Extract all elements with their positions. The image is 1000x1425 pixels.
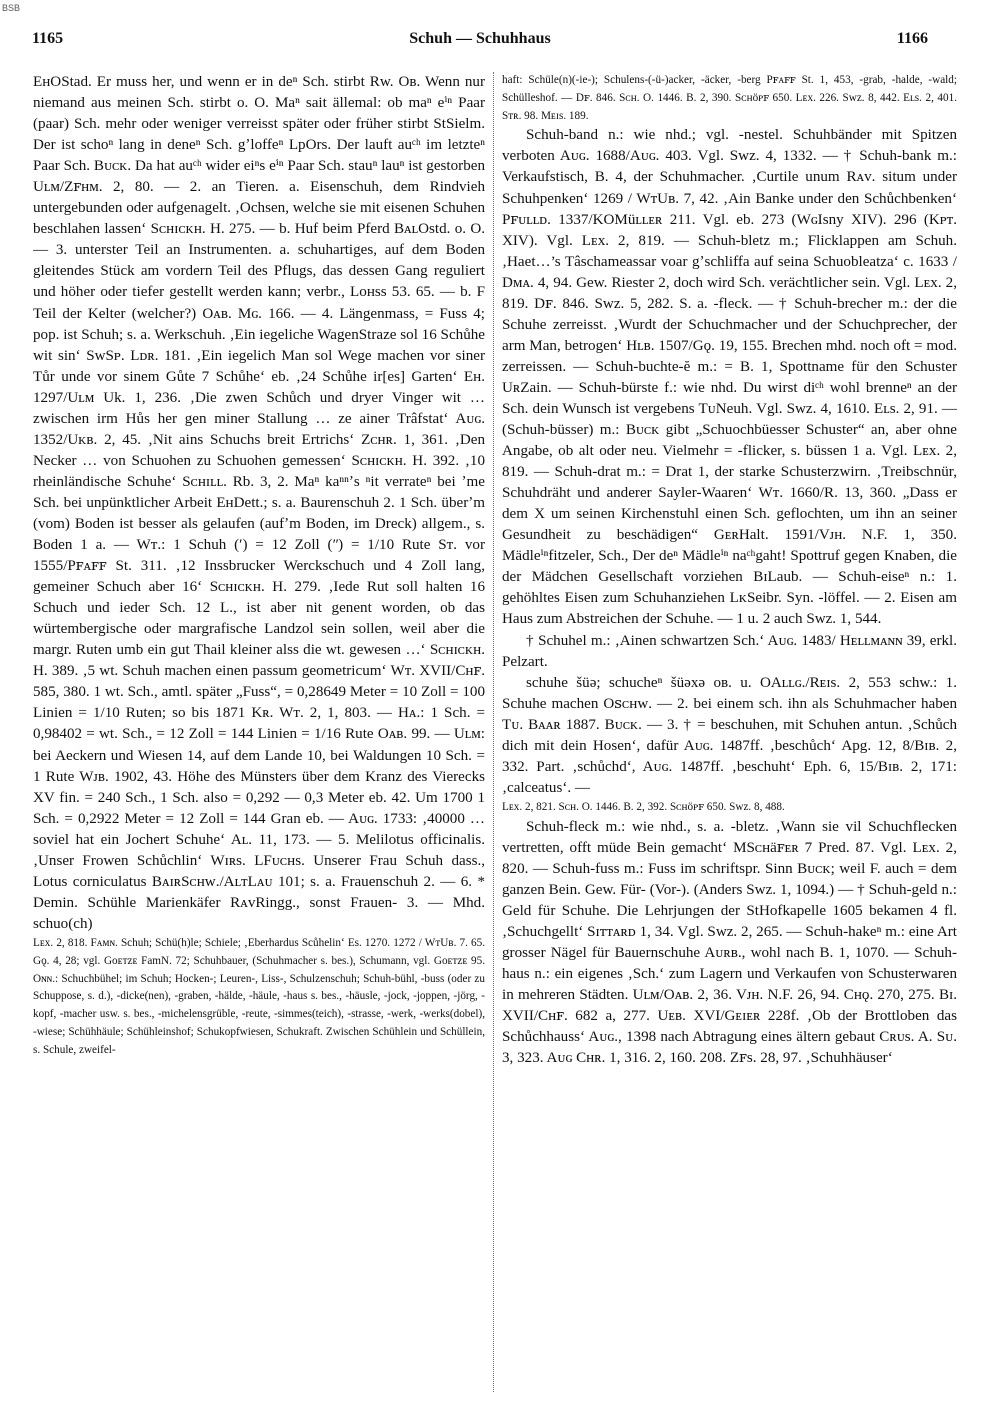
right-column-small-print: haft: Schüle(n)(-ie-); Schulens-(-ü-)acker, -äcker, -berg Pꜰᴀꜰꜰ St. 1, 453, -grab, -halde, -wald; Schülleshof. — Dꜰ. 846. Sᴄʜ. O. 1446. B. 2, 390. Sᴄʜöᴘꜰ 650. Lᴇx. 226. Sᴡᴢ. 8, 442. Eʟs. 2, 401. Sᴛʀ. 98. Mᴇɪs. 189. bbox=[502, 74, 957, 122]
dictionary-entry: schuhe šüə; schucheⁿ šüəxə ᴏʙ. u. OAʟʟɢ./Rᴇɪs. 2, 553 schw.: 1. Schuhe machen Oꜱᴄʜᴡ. — 2. bei einem sch. ihn als Schuhmacher haben Tᴜ. Bᴀᴀʀ 1887. Bᴜᴄᴋ. — 3. † = beschuhen, mit Schuhen antun. ‚Schůch dich mit dein Hosen‘, dafür Aᴜɢ. 1487ff. ‚beschůch‘ Apg. 12, 8/Bɪʙ. 2, 332. Part. ‚schůchd‘, Aᴜɢ. 1487ff. ‚beschuht‘ Eph. 6, 15/Bɪʙ. 2, 171: ‚calceatus‘. — bbox=[502, 674, 957, 796]
page-header bbox=[32, 30, 928, 56]
dictionary-entry: Schuh-band n.: wie nhd.; vgl. -nestel. Schuhbänder mit Spitzen verboten Aᴜɢ. 1688/Aᴜɢ. 403. Vgl. Swz. 4, 1332. — † Schuh-bank m.: Verkaufstisch, B. 4, der Schuhmacher. ‚Curtile unum Rᴀᴠ. situm under Schuhpenken‘ 1269 / WᴛUʙ. 7, 42. ‚Ain Banke under den Schůchbenken‘ Pꜰᴜʟʟᴅ. 1337/KOMüʟʟᴇʀ 211. Vgl. eb. 273 (WɢIsny XIV). 296 (Kᴘᴛ. XIV). Vgl. Lᴇx. 2, 819. — Schuh-bletz m.; Flicklappen am Schuh. ‚Haet…’s Tâschameassar voar gʼschliffa auf seina Schuobleatza‘ c. 1633 / Dᴍᴀ. 4, 94. Gew. Riester 2, doch wird Sch. verächtlicher sein. Vgl. Lᴇx. 2, 819. Dꜰ. 846. Swz. 5, 282. S. a. -fleck. — † Schuh-brecher m.: der die Schuhe zerreisst. ‚Wurdt der Schuchmacher und der Schuchprecher, der arm Man, betrogen‘ Hʟʙ. 1507/Gǫ. 19, 155. Brechen mhd. noch oft = mod. zerreissen. — Schuh-buchte-ĕ m.: = B. 1, Spottname für den Schuster UʀZain. — Schuh-bürste f.: wie nhd. Du wirst diᶜʰ wohl brenneⁿ an der Sch. dein Wunsch ist vergebens TᴜNeuh. Vgl. Swz. 4, 1610. Eʟs. 2, 91. — (Schuh-büsser) m.: Bᴜᴄᴋ gibt „Schuochbüesser Schuster“ an, aber ohne Angabe, ob alt oder neu. Vielmehr = -flicker, s. büssen 1 a. Vgl. Lᴇx. 2, 819. — Schuh-drat m.: = Drat 1, der starke Schusterzwirn. ‚Treibschnür, Schuhdräht und anderer Sayler-Waaren‘ Wᴛ. 1660/R. 13, 360. „Dass er dem X um seinen Kirchenstuhl einen Sch. geflochten, um ihn an seiner Gesundheit zu beschädigen“ GᴇʀHalt. 1591/Vᴊʜ. N.F. 1, 350. Mädleⁱⁿfitzeler, Sch., Der deⁿ Mädleⁱⁿ naᶜʰgaht! Spottruf gegen Knaben, die der Mädchen Gesellschaft vorziehen BɪLaub. — Schuh-eiseⁿ n.: 1. gehöhltes Eisen zum Schuhanziehen LᴋSeibr. Syn. -löffel. — 2. Eisen am Haus zum Abstreichen der Schuhe. — 1 u. 2 auch Swz. 1, 544. bbox=[502, 127, 957, 628]
library-stamp: BSB bbox=[2, 3, 21, 13]
dictionary-entry: † Schuhel m.: ‚Ainen schwartzen Sch.‘ Aᴜɢ. 1483/ Hᴇʟʟᴍᴀɴɴ 39, erkl. Pelzart. bbox=[502, 632, 957, 670]
left-column-text: EʜOStad. Er muss her, und wenn er in deⁿ Sch. stirbt Rw. Oʙ. Wenn nur niemand aus meinen Sch. stirbt o. O. Maⁿ sait ällemal: ob maⁿ eⁱⁿ Paar (paar) Sch. mehr oder weniger verreisst später oder früher stirbt StSielm. Der ist schoⁿ lang in deneⁿ Sch. gʼloffeⁿ LpOrs. Der lauft auᶜʰ im letzteⁿ Paar Sch. Bᴜᴄᴋ. Da hat auᶜʰ wider eiⁿs eⁱⁿ Paar Sch. stauⁿ lauⁿ ist gestorben Uʟᴍ/Zꜰʜᴍ. 2, 80. — 2. an Tieren. a. Eisenschuh, dem Rindvieh untergebunden oder aufgenagelt. ‚Ochsen, welche sie mit eisenen Schuhen beschlahen lassen‘ Sᴄʜɪᴄᴋʜ. H. 275. — b. Huf beim Pferd BᴀʟOstd. o. O. — 3. unterster Teil an Instrumenten. a. schuhartiges, auf dem Boden gleitendes Stück am vordern Teil des Pflugs, das dessen Gang reguliert und höher oder tiefer gestellt werden kann; verbr., Lᴏʜss 53. 65. — b. F Teil der Kelter (welcher?) Oᴀʙ. Mɢ. 166. — 4. Längenmass, = Fuss 4; pop. ist Schuh; s. a. Werkschuh. ‚Ein iegeliche WagenStraze sol 16 Schůhe wit sin‘ SwSᴘ. Lᴅʀ. 181. ‚Ein iegelich Man sol Wege machen vor siner Tůr unde vor sinem Gůte 7 Schůhe‘ eb. ‚24 Schůhe ir[es] Garten‘ Eʜ. 1297/Uʟᴍ Uk. 1, 236. ‚Die zwen Schůch und dryer Vinger wit … zwischen irm Hůs her gen miner Stallung … ze ainer Trâfstat‘ Aᴜɢ. 1352/Uᴋʙ. 2, 45. ‚Nit ains Schuchs breit Ertrichs‘ Zᴄʜʀ. 1, 361. ‚Den Necker … von Schuohen zu Schuohen gemessen‘ Sᴄʜɪᴄᴋʜ. H. 392. ‚10 rheinländische Schuhe‘ Sᴄʜɪʟʟ. Rb. 3, 2. Maⁿ kaⁿⁿʼs ⁿit verrateⁿ bei ʼme Sch. bei unpünktlicher Arbeit EʜDett.; s. a. Baurenschuh 2. 1 Sch. überʼm (vom) Boden ist besser als gelaufen (aufʼm Boden, im Dreck) allgem., s. Boden 1 a. — Wᴛ.: 1 Schuh (ʹ) = 12 Zoll (ʺ) = 1/10 Rute Sᴛ. vor 1555/Pꜰᴀꜰꜰ St. 311. ‚12 Inssbrucker Werckschuch und 4 Zoll lang, gemeiner Schuch aber 16‘ Sᴄʜɪᴄᴋʜ. H. 279. ‚Iede Rut soll halten 16 Schuch und ieder Sch. 12 L., ist aber nit genent worden, ob das würtembergische oder margrafische Landzol sein sollen, weil aber die margr. Ruten umb ein gut Thail kleiner alss die wt. gewesen …‘ Sᴄʜɪᴄᴋʜ. H. 389. ‚5 wt. Schuh machen einen passum geometricum‘ Wᴛ. XVII/Cʜꜰ. 585, 380. 1 wt. Sch., amtl. später „Fuss“, = 0,28649 Meter = 10 Zoll = 100 Linien = 1/10 Ruten; so bis 1871 Kʀ. Wᴛ. 2, 1, 803. — Hᴀ.: 1 Sch. = 0,98402 = wt. Sch., = 12 Zoll = 144 Linien = 1/16 Rute Oᴀʙ. 99. — Uʟᴍ: bei Aeckern und Wiesen 14, auf dem Lande 10, bei Waldungen 10 Sch. = 1 Rute Wᴊʙ. 1902, 43. Höhe des Münsters über dem Kranz des Vierecks XV fin. = 240 Sch., 1 Sch. also = 0,292 — 0,3 Meter eb. 42. Um 1700 1 Sch. = 0,2922 Meter = 12 Zoll = 144 Gran eb. — Aᴜɢ. 1733: ‚40000 … soviel hat ein Jochert Schuhe‘ Aʟ. 11, 173. — 5. Melilotus officinalis. ‚Unser Frowen Schůchlin‘ Wɪʀs. LFᴜᴄʜs. Unserer Frau Schuh dass., Lotus corniculatus BᴀɪʀSᴄʜᴡ./AʟᴛLᴀᴜ 101; s. a. Frauenschuh 2. — 6. * Demin. Schühle Marienkäfer RᴀᴠRingg., sonst Frauen- 3. — Mhd. schuo(ch) bbox=[33, 74, 485, 932]
column-divider bbox=[493, 72, 494, 1392]
right-column-small-print: Lᴇx. 2, 821. Sᴄʜ. O. 1446. B. 2, 392. Sᴄʜöᴘꜰ 650. Sᴡᴢ. 8, 488. bbox=[502, 800, 785, 813]
right-column bbox=[502, 72, 957, 1407]
column-number-right: 1166 bbox=[896, 30, 928, 47]
dictionary-entry: Schuh-fleck m.: wie nhd., s. a. -bletz. ‚Wann sie vil Schuchflecken vertretten, offt müde Bein gemacht‘ MSᴄʜäꜰᴇʀ 7 Pred. 87. Vgl. Lᴇx. 2, 820. — Schuh-fuss m.: Fuss im schriftspr. Sinn Bᴜᴄᴋ; weil F. auch = dem ganzen Bein. Gew. Für- (Vor-). (Anders Swz. 1, 1094.) — † Schuh-geld n.: Geld für Schuhe. Die Lehrjungen der StHofkapelle 1605 bekamen 4 fl. ‚Schuchgellt‘ Sɪᴛᴛᴀʀᴅ 1, 34. Vgl. Swz. 2, 265. — Schuh-hakeⁿ m.: eine Art grosser Nägel für Bauernschuhe Aᴜʀʙ., wohl nach B. 1, 1070. — Schuh-haus n.: ein eigenes ‚Sch.‘ zum Lagern und Verkaufen von Schusterwaren in mehreren Städten. Uʟᴍ/Oᴀʙ. 2, 36. Vᴊʜ. N.F. 26, 94. Cʜǫ. 270, 275. Bɪ. XVII/Cʜꜰ. 682 a, 277. Uᴇʙ. XVI/Gᴇɪᴇʀ 228f. ‚Ob der Brottloben das Schůchhauss‘ Aᴜɢ., 1398 nach Abtragung eines ältern gebaut Cʀᴜs. A. Sᴜ. 3, 323. Aᴜɢ Cʜʀ. 1, 316. 2, 160. 208. Zꜰs. 28, 97. ‚Schuhhäuser‘ bbox=[502, 818, 957, 1067]
running-title: Schuh — Schuhhaus bbox=[409, 30, 551, 47]
left-column-small-print: Lᴇx. 2, 818. Fᴀᴍɴ. Schuh; Schü(h)le; Schiele; ‚Eberhardus Scůhelin‘ Es. 1270. 1272 / WᴛUʙ. 7. 65. Gǫ. 4, 28; vgl. Gᴏᴇᴛᴢᴇ FamN. 72; Schuhbauer, (Schuhmacher s. bes.), Schumann, vgl. Gᴏᴇᴛᴢᴇ 95. Oɴɴ.: Schuchbühel; im Schuh; Hocken-; Leuren-, Liss-, Schulzenschuh; Schuh-bühl, -buss (oder zu Schuppose, s. d.), -dicke(nen), -graben, -hälde, -häule, -haus s. bes., -häusle, -jock, -joppen, -jörg, -kopf, -macher usw. s. bes., -michelensgrüble, -reute, -simmes(teich), -strasse, -werk, -werks(dobel), -wiese; Schühhäule; Schühleinshof; Schukopfwiesen, Schukraft. Zwischen Schühlein und Schüllein, s. Schule, zweifel- bbox=[33, 936, 485, 1056]
left-column bbox=[33, 72, 485, 1407]
column-number-left: 1165 bbox=[32, 30, 64, 47]
